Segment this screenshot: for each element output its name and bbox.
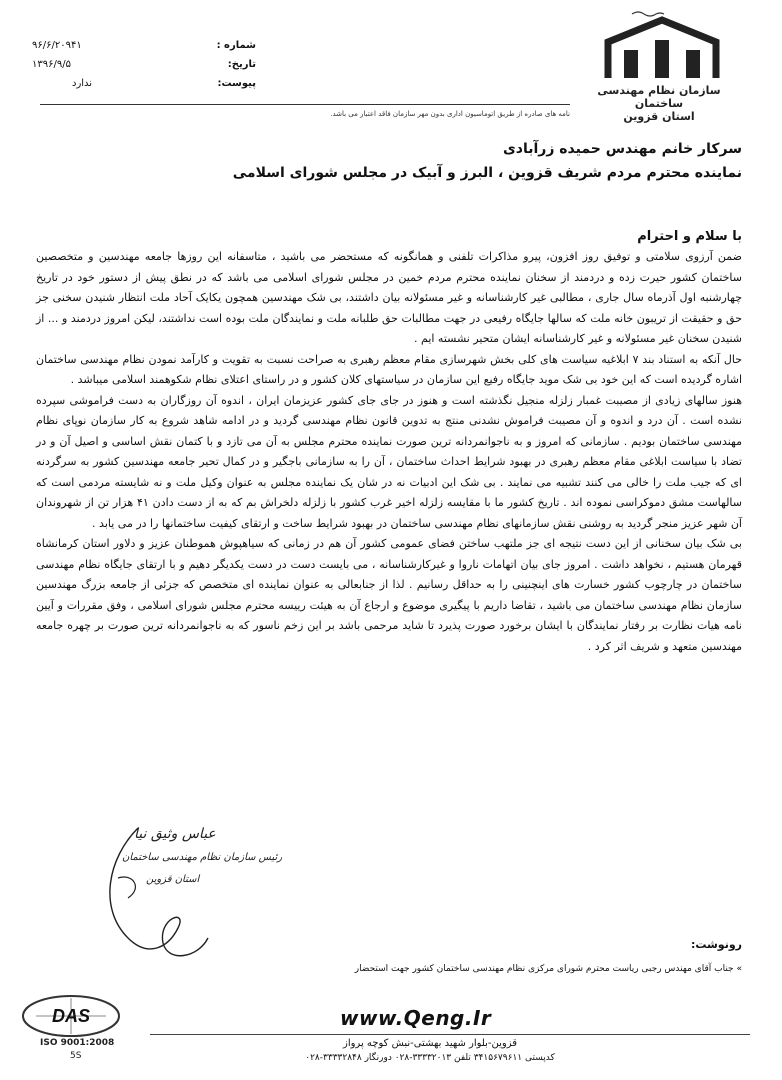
addressee-block	[102, 137, 742, 185]
date-value: ۱۳۹۶/۹/۵	[32, 59, 71, 70]
body-paragraph: هنوز سالهای زیادی از مصیبت غمبار زلزله منجیل نگذشته است و هنوز در جای جای کشور عزیزمان ایران ، اندوه آن روزگاران به دست فراموشی سپرده نشده است . آن درد و اندوه و آن مصیبت فراموش نشدنی منتج به تدوین قانون نظام مهندسی گردید و در ادامه شاهد شروع به کار سازمان نوپای نظام مهندسی ساختمان بودیم . سازمانی که امروز و به ناجوانمردانه ترین صورت نماینده محترم مجلس به آن می تازد و با کتمان نقش اساسی و اصیل آن و در تضاد با سیاست ابلاغی مقام معظم رهبری در بهبود شرایط احداث ساختمان ، آن را به سازمانی باجگیر و در کمال تحیر جامعه مهندسین کشور به سرگردنه ای که جیب ملت را خالی می کنند تشبیه می نمایند . بی شک این ادبیات نه در شان یک نماینده مجلس به عنوان وکیل ملت و نه شایسته مردمی است که سالهاست مشق دموکراسی نموده اند . تاریخ کشور ما با مقایسه زلزله اخیر غرب کشور با زلزله دلخراش بم که به از دست دادن ۴۱ هزار تن از شهروندان آن شهر عزیز منجر گردید به روشنی نقش سازمانهای نظام مهندسی ساختمان در بهبود شرایط ساخت و ارتقای کیفیت ساختمانها را در می یابد .	[36, 393, 743, 530]
attachment-value: ندارد	[72, 78, 93, 89]
body-paragraph: حال آنکه به استناد بند ۷ ابلاغیه سیاست های کلی بخش شهرسازی مقام معظم رهبری به صراحت نسبت به تقویت و کارآمد نمودن نظام مهندسی ساختمان اشاره گردیده است که این خود بی شک موید جایگاه رفیع این سازمان در سیاستهای کلان کشور و در راستای اعتلای نظام شکوهمند اسلامی میباشد .	[36, 352, 742, 386]
body-paragraph: بی شک بیان سخنانی از این دست نتیجه ای جز ملتهب ساختن فضای عمومی کشور آن هم در زمانی که سیاهپوش هموطنان عزیز و دلاور استان کرمانشاه قهرمان هستیم ، نخواهد داشت . امروز جای بیان اتهامات ناروا و غیرکارشناسانه ، می بایست دست در دست یکدیگر دهیم و با ارتقای جایگاه نظام مهندسی ساختمان در چارچوب کشور خسارت های اینچنینی را به حداقل رسانیم . لذا از جنابعالی به عنوان نماینده ای متخصص که جزئی از جامعه بزرگ مهندسین سازمان نظام مهندسی ساختمان می باشید ، تقاضا داریم با پیگیری موضوع و ارجاع آن به هیئت رییسه محترم مجلس شورای اسلامی ، وفق مقررات و آیین نامه هیات نظارت بر رفتار نمایندگان با ایشان برخورد صورت پذیرد تا شاید مرحمی باشد بر این زخم ناسور که به ناجوانمردانه ترین صورت بر چهره جامعه مهندسین متعهد و شریف اثر کرد .	[36, 537, 742, 653]
addressee-name: سرکار خانم مهندس حمیده زرآبادی	[502, 141, 742, 157]
footer-divider	[150, 1034, 750, 1035]
signatory-name: عباس وثیق نیا	[134, 826, 216, 842]
signatory-title: رئیس سازمان نظام مهندسی ساختمان	[122, 852, 283, 863]
header-divider	[40, 104, 570, 105]
cc-item: » جناب آقای مهندس رجبی ریاست محترم شورای مرکزی نظام مهندسی ساختمان کشور جهت استحضار	[354, 964, 742, 974]
footer-address: قزوین-بلوار شهید بهشتی-نبش کوچه پرواز	[343, 1038, 517, 1049]
das-certification-logo-icon	[16, 990, 126, 1040]
salutation: با سلام و احترام	[637, 229, 742, 244]
website-link[interactable]: www.Qeng.Ir	[340, 1006, 492, 1030]
body-paragraph: ضمن آرزوی سلامتی و توفیق روز افزون، پیرو مذاکرات تلفنی و همانگونه که مستحضر می باشید ، متاسفانه این روزها جامعه مهندسین و متخصصین ساختمان کشور حیرت زده و دردمند از سخنان نماینده محترم مردم خمین در مجلس شورای اسلامی می باشد که در نطق پیش از دستور خود در تاریخ چهارشنبه اول آذرماه سال جاری ، مطالبی غیر کارشناسانه و غیر مسئولانه بیان داشتند، بی شک مهندسین همچون یکایک آحاد ملت انتظار شنیدن سخنی جز حق و حقیقت از تریبون خانه ملت که سالها جایگاه رفیعی در جهت مطالبات حق طلبانه ملت و نمایندگان ملت بوده است نداشتند، لیکن امروز دردمند و ... از شنیدن سخنان غیر مسئولانه و غیر کارشناسانه ایشان متحیر نشسته ایم .	[36, 250, 742, 345]
cc-label: رونوشت:	[690, 938, 742, 951]
org-name: سازمان نظام مهندسی ساختمان استان قزوین	[574, 84, 744, 123]
letter-meta-values	[32, 36, 112, 93]
iso-label: ISO 9001:2008	[40, 1038, 115, 1048]
svg-text:DAS: DAS	[51, 1006, 91, 1026]
iso-sub-label: 5S	[70, 1051, 82, 1061]
attachment-label: پیوست:	[217, 78, 256, 89]
footer-contact: کدپستی ۳۴۱۵۶۷۹۶۱۱ تلفن ۳۳۳۳۲۰۱۳-۰۲۸ دورنگار ۳۳۳۳۲۸۴۸-۰۲۸	[305, 1053, 555, 1063]
number-value: ۹۶/۶/۲۰۹۴۱	[32, 40, 82, 51]
signatory-place: استان قزوین	[146, 874, 200, 885]
letter-body	[36, 247, 742, 657]
letter-meta-labels	[186, 36, 256, 93]
date-label: تاریخ:	[227, 59, 256, 70]
automation-notice: نامه های صادره از طریق اتوماسیون اداری بدون مهر سازمان فاقد اعتبار می باشد.	[330, 110, 570, 118]
number-label: شماره :	[216, 40, 256, 51]
org-province: استان قزوین	[623, 110, 695, 123]
addressee-role: نماینده محترم مردم شریف قزوین ، البرز و آبیک در مجلس شورای اسلامی	[232, 165, 742, 181]
